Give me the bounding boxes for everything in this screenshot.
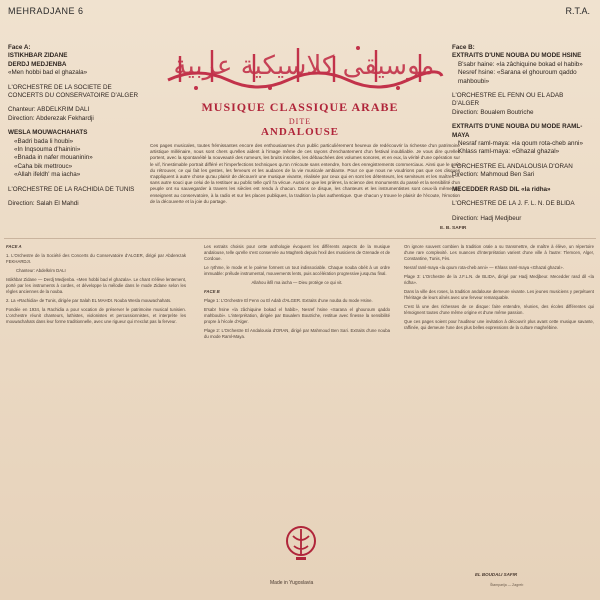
- face-b-title-1: EXTRAITS D'UNE NOUBA DU MODE HSINE: [452, 52, 582, 60]
- notes-paragraph: Nesraf raml-maya «la qoum rota-cheb anni» — Khlass raml-maya «Ghazal ghazal».: [404, 265, 564, 270]
- face-a-orchestra: L'ORCHESTRE DE LA SOCIETE DE CONCERTS DU CONSERVATOIRE D'ALGER: [8, 83, 139, 100]
- notes-paragraph: On ignore souvent combien la tradition orale a su transmettre, de maître à élève, un répertoire d'une rare complexité. Les nuances d'interprétation varient d'une ville à l'autre: Tlemcen, Alger, Constantine, Tunis, Fès.: [404, 244, 594, 261]
- face-a-label: Face A:: [8, 44, 31, 51]
- notes-paragraph: 2. La «Rachidia» de Tunis, dirigée par Salah EL MAHDI. Nouba Wesla mouwachahats.: [6, 298, 172, 303]
- face-a-item: «In Inqsouma d'hainini»: [14, 146, 81, 154]
- notes-paragraph: C'est là une des richesses de ce disque: faire entendre, réunies, des écoles différentes qui témoignent toutes d'une même origine et d'une même passion.: [404, 304, 594, 315]
- notes-column-1: [6, 244, 186, 328]
- face-a-tracklist: [8, 44, 148, 209]
- face-b-item: Nesraf raml-maya: «la qoum rota-cheb anni»: [458, 140, 583, 148]
- section-divider: [4, 238, 596, 239]
- face-a-item: «Allah ifeldh' ma iacha»: [14, 171, 81, 179]
- title-line-1: MUSIQUE CLASSIQUE ARABE: [201, 100, 399, 114]
- face-b-orchestra-3: L'ORCHESTRE DE LA J. F. L. N. DE BLIDA: [452, 200, 575, 208]
- face-a-orchestra-2: L'ORCHESTRE DE LA RACHIDIA DE TUNIS: [8, 185, 135, 193]
- face-a-item: «Bnada in nafer mouaninin»: [14, 154, 93, 162]
- face-b-title-2: EXTRAITS D'UNE NOUBA DU MODE RAML-MAYA: [452, 123, 583, 139]
- title-line-3: ANDALOUSE: [260, 126, 340, 138]
- notes-signature: EL BOUDALI SAFIR: [475, 572, 518, 577]
- face-b-title-3: MECEDDER RASD DIL «la ridha»: [452, 185, 551, 193]
- notes-paragraph: Istikhbar Zidane — Derdj Medjenba. «Men hobbi bad el ghazala». Le chant s'élève lentement, porté par les instruments à cordes, et développe la mélodie dans le mode Zidane selon les règles anciennes de la nouba.: [6, 277, 186, 294]
- face-b-director-3: Direction: Hadj Medjbeur: [452, 214, 522, 222]
- made-in-text: Made in Yugoslavia: [270, 580, 314, 586]
- notes-heading: FACE A: [6, 244, 22, 249]
- face-a-title-2: DERDJ MEDJENBA: [8, 60, 67, 68]
- notes-column-3: [404, 244, 594, 334]
- notes-paragraph: Fondée en 1934, la Rachidia a pour vocation de préserver le patrimoine musical tunisien. L'orchestre réunit chanteurs, luthistes, violonistes et percussionnistes, et interprète les mouwachahats dans leur forme traditionnelle, avec une rigueur qui n'exclut pas la ferveur.: [6, 307, 186, 324]
- face-b-director-1: Direction: Boualem Boutriche: [452, 108, 534, 116]
- notes-paragraph: Que ces pages soient pour l'auditeur une invitation à découvrir plus avant cette musique savante, raffinée, qui demeure l'une des plus belles expressions de la culture maghrébine.: [404, 319, 594, 330]
- notes-paragraph: B'sabr hsine «la zâchiquine bokad el habib», Nesref hsine «Sarana el ghouroum qaddo mahboubi». L'interprétation, dirigée par Boualem Boutriche, restitue avec finesse la sensibilité propre à l'école d'Alger.: [204, 307, 390, 324]
- label-logo-icon: [284, 524, 318, 564]
- notes-heading: FACE B: [204, 289, 220, 294]
- face-a-item: «Caha bik mettrouc»: [14, 162, 73, 170]
- face-a-director: Direction: Abderezak Fekhardji: [8, 114, 94, 122]
- face-b-item: B'sabr haine: «la zâchiquine bokad el habib»: [458, 60, 583, 68]
- notes-paragraph: Le rythme, le mode et le poème forment un tout indissociable. Chaque nouba obéit à un ordre immuable: prélude instrumental, mouvements lents, puis accélération progressive jusqu'au final.: [204, 265, 390, 276]
- face-a-singer: Chanteur: ABDELKRIM DALI: [8, 106, 90, 114]
- notes-paragraph: 1. L'Orchestre de la Société des Concerts du Conservatoire d'ALGER, dirigé par Abderezak FEKHARDJI.: [6, 253, 186, 264]
- notes-column-2: [204, 244, 390, 343]
- notes-paragraph: Plage 3: L'Orchestre de la J.F.L.N. de BLIDA, dirigé par Hadj Medjbeur. Mecedder rasd dil «la ridha».: [404, 274, 594, 285]
- face-b-tracklist: [452, 44, 592, 223]
- face-b-item: Nesref hsine: «Sarana el ghouroum qaddo mahboubi»: [458, 69, 577, 85]
- notes-paragraph: Chanteur: Abdelkrim DALI: [16, 268, 66, 273]
- face-b-item: Khlass raml-maya: «Ghazal ghazal»: [458, 148, 560, 156]
- face-b-label: Face B:: [452, 44, 475, 51]
- catalog-number: MEHRADJANE 6: [8, 6, 84, 16]
- printer-credit: Štamparija — Zagreb: [490, 583, 524, 587]
- notes-paragraph: Plage 1: L'Orchestre El Fenn ou El Adab d'ALGER. Extraits d'une nouba du mode Hsine.: [204, 298, 373, 303]
- intro-text: Ces pages musicales, toutes frémissantes encore des enthousiasmes d'un public particulièrement heureux de redécouvrir la richesse d'un patrimoine artistique millénaire, nous sont chers qu'elles aident à l'image même de ces rayons d'enchantement d'un festival inoubliable. Je vous dire qu'elles portent, avec la spontanéité la nouveauté des rumeurs, les bruits insolites, les débauchées des volumes sonores, et en eux, la vérité d'une opération sur le vif, l'inestimable portrait différé et l'imperfections techniques qu'on n'écoute sans entendre, hors des enregistrements commerciaux. Ainsi que le goût du rétrouver, ce qui fait les gestes, les ferveurs et les audaces de la vie musicale ambiante. Pour ce que nous ne voudrions pas que ces disques s'appliquent à autre chose qu'au plaisir de découvrir une musique vivante, réalisée par ceux qui en sont les détenteurs, les serviteurs et les maîtres — sans autre souci que celui de la restituer au public telle qu'il l'a vécue. Aussi ce que les prières, la science des monuments du passé et la sensibilité d'un peuple ont su sauvegarder à travers les siècles est rendu à chacun. Dans ce disque, les chanteurs et les instrumentistes sont ceux-là même qui enseignent au conservatoire, à la radio et sur les places publiques, la tradition la plus authentique. Que chacun y trouve le plaisir de l'écoute, l'émotion de la découverte et la joie du partage.: [150, 143, 460, 204]
- face-a-director-2: Direction: Salah El Mahdi: [8, 200, 79, 208]
- notes-paragraph: Plage 2: L'Orchestre El Andalousia d'ORAN, dirigé par Mahmoud Ben Sari. Extraits d'une nouba du mode Raml-Maya.: [204, 328, 390, 339]
- face-b-orchestra-1: L'ORCHESTRE EL FENN OU EL ADAB D'ALGER: [452, 92, 564, 108]
- notes-paragraph: Allahou ikfil ma iacha — Dieu protège ce qui vit.: [251, 280, 343, 285]
- notes-paragraph: Les extraits choisis pour cette anthologie évoquent les différents aspects de la musique andalouse, telle qu'elle s'est conservée au Maghreb depuis l'exil des musiciens de Grenade et de Cordoue.: [204, 244, 390, 261]
- french-title: [180, 100, 420, 138]
- face-a-title-1: ISTIKHBAR ZIDANE: [8, 52, 68, 60]
- face-a-title-3: «Men hobbi bad el ghazala»: [8, 69, 88, 77]
- face-b-director-2: Direction: Mahmoud Ben Sari: [452, 171, 535, 179]
- face-a-item: «Badri bada li houbi»: [14, 137, 74, 145]
- face-b-orchestra-2: L'ORCHESTRE EL ANDALOUSIA D'ORAN: [452, 162, 573, 170]
- title-line-2: DITE: [288, 117, 312, 126]
- face-a-suite-title: WESLA MOUWACHAHATS: [8, 129, 88, 137]
- arabic-title-text: موسيقى كلاسيكية عربية: [173, 51, 435, 81]
- arabic-title-calligraphy: [158, 36, 450, 96]
- label-mark: R.T.A.: [565, 6, 590, 16]
- notes-paragraph: Dans la ville des roses, la tradition andalouse demeure vivante. Les jeunes musiciens y perpétuent l'héritage de leurs aînés avec une ferveur remarquable.: [404, 289, 594, 300]
- intro-signature: E. B. SAFIR: [440, 226, 467, 231]
